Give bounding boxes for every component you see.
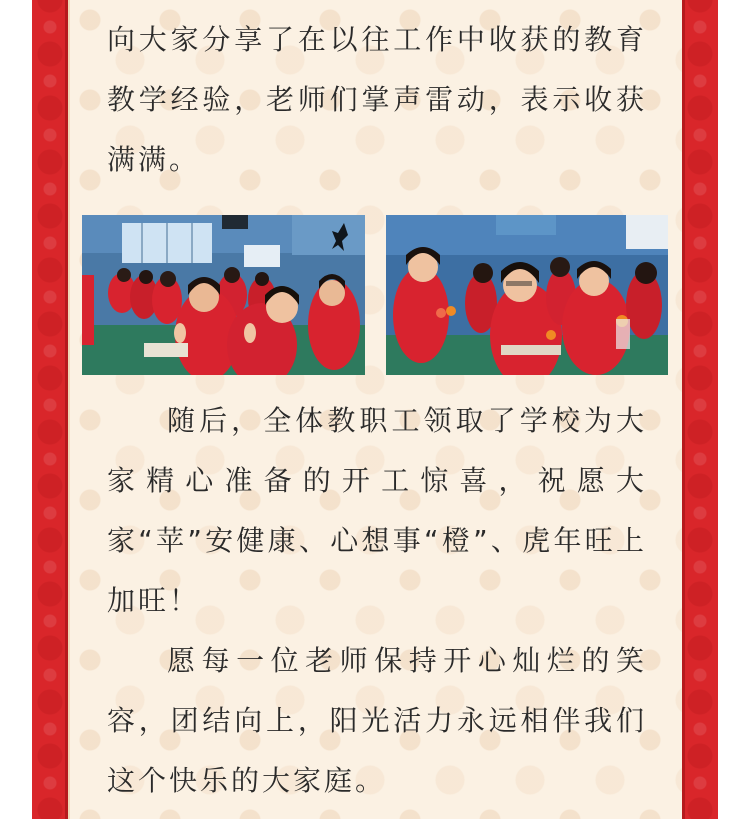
- right-decorative-frame: [682, 0, 718, 819]
- paragraph-experience-sharing: 向大家分享了在以往工作中收获的教育教学经验，老师们掌声雷动，表示收获满满。: [107, 23, 647, 176]
- left-decorative-frame: [32, 0, 68, 819]
- photo-teachers-clapping: [82, 215, 365, 375]
- photo-teachers-seated-image: [386, 215, 668, 375]
- paragraph-closing-wish: 愿每一位老师保持开心灿烂的笑容，团结向上，阳光活力永远相伴我们这个快乐的大家庭。: [107, 644, 647, 797]
- photo-teachers-seated: [386, 215, 668, 375]
- photo-teachers-clapping-image: [82, 215, 365, 375]
- paragraph-gift-receiving: 随后，全体教职工领取了学校为大家精心准备的开工惊喜，祝愿大家“苹”安健康、心想事“橙”、虎年旺上加旺！: [107, 404, 647, 617]
